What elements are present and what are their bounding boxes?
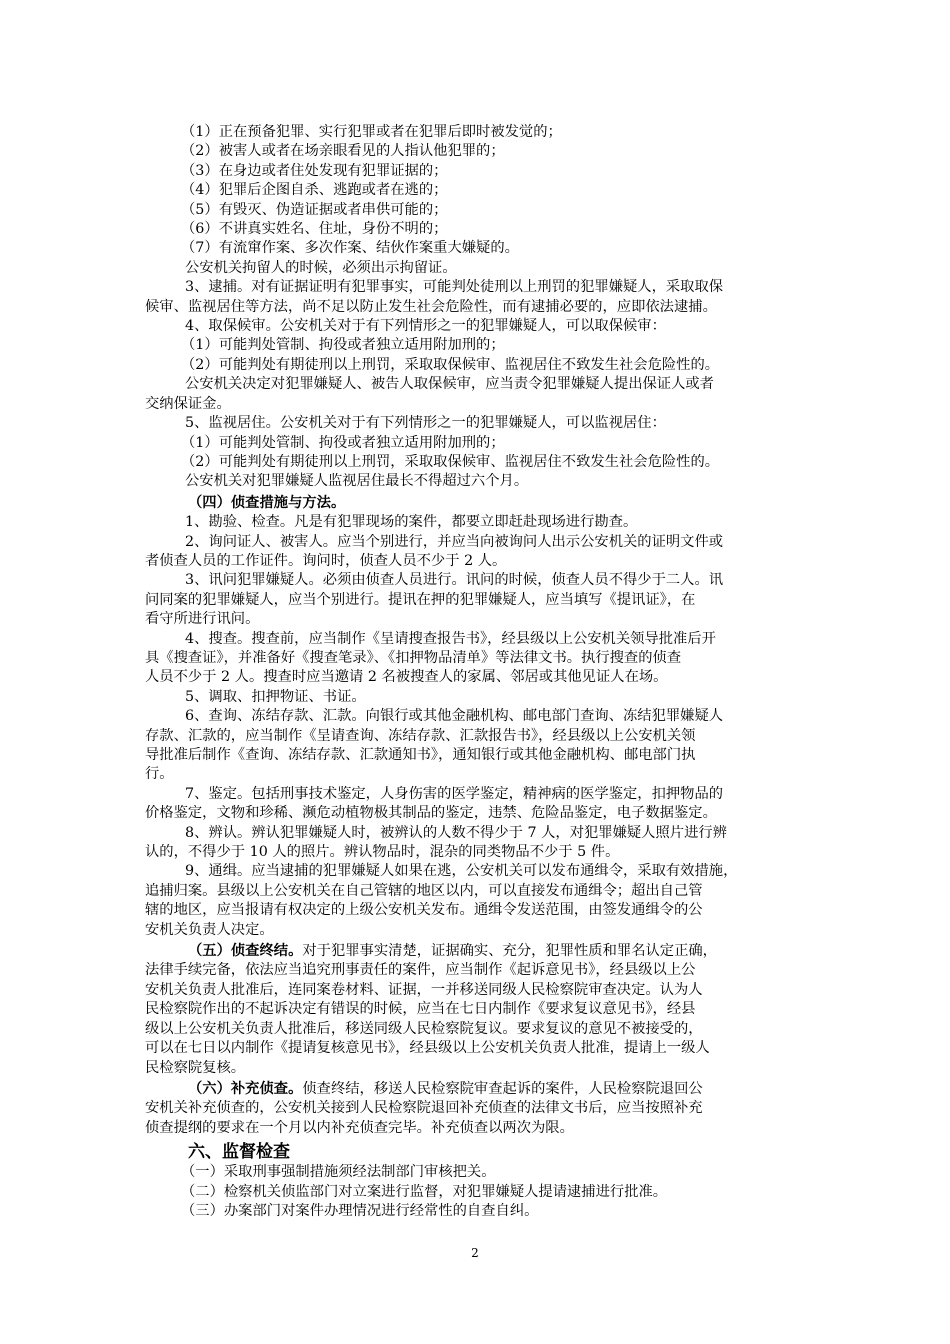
text-line xyxy=(145,552,815,571)
text-line xyxy=(145,1039,815,1058)
line-text: 公安机关对犯罪嫌疑人监视居住最长不得超过六个月。 xyxy=(185,473,529,490)
line-text: （1）可能判处管制、拘役或者独立适用附加刑的； xyxy=(181,434,505,451)
text-line xyxy=(145,494,815,513)
list-item: （三）办案部门对案件办理情况进行经常性的自查自纠。 xyxy=(181,1202,539,1219)
line-text: 4、搜查。搜查前，应当制作《呈请搜查报告书》，经县级以上公安机关领导批准后开 xyxy=(185,630,716,647)
text-line xyxy=(145,336,815,355)
section-heading: （四）侦查措施与方法。 xyxy=(188,494,346,511)
line-text: 3、逮捕。对有证据证明有犯罪事实，可能判处徒刑以上刑罚的犯罪嫌疑人，采取取保 xyxy=(185,279,724,296)
list-item: （二）检察机关侦监部门对立案进行监督，对犯罪嫌疑人提请逮捕进行批准。 xyxy=(181,1183,668,1200)
text-line xyxy=(145,688,815,707)
line-text: 导批准后制作《查询、冻结存款、汇款通知书》，通知银行或其他金融机构、邮电部门执 xyxy=(145,747,696,763)
text-line xyxy=(145,649,815,668)
line-text: 法律手续完备，依法应当追究刑事责任的案件，应当制作《起诉意见书》，经县级以上公 xyxy=(145,962,696,979)
text-line xyxy=(145,785,815,804)
line-text: （4）犯罪后企图自杀、逃跑或者在逃的； xyxy=(181,182,448,199)
text-line xyxy=(145,513,815,532)
text-line xyxy=(145,1119,815,1138)
text-line xyxy=(145,298,815,317)
line-text: 级以上公安机关负责人批准后，移送同级人民检察院复议。要求复议的意见不被接受的， xyxy=(145,1020,703,1037)
text-line xyxy=(145,278,815,297)
text-line xyxy=(145,843,815,862)
text-line xyxy=(145,259,815,278)
text-line xyxy=(145,862,815,881)
line-text: 问同案的犯罪嫌疑人，应当个别进行。提讯在押的犯罪嫌疑人，应当填写《提讯证》，在 xyxy=(145,591,696,608)
text-line xyxy=(145,1059,815,1078)
text-line xyxy=(145,395,815,414)
line-text: 公安机关拘留人的时候，必须出示拘留证。 xyxy=(185,259,457,276)
text-line xyxy=(145,1099,815,1118)
text-line xyxy=(145,239,815,258)
line-text: 认的，不得少于 10 人的照片。辨认物品时，混杂的同类物品不少于 5 件。 xyxy=(145,844,620,861)
line-text: 交纳保证金。 xyxy=(145,395,231,412)
text-line xyxy=(145,942,815,961)
text-line xyxy=(145,356,815,375)
line-text: 3、讯问犯罪嫌疑人。必须由侦查人员进行。讯问的时候，侦查人员不得少于二人。讯 xyxy=(185,572,724,589)
line-text: （1）可能判处管制、拘役或者独立适用附加刑的； xyxy=(181,337,505,354)
line-text: （3）在身边或者住处发现有犯罪证据的； xyxy=(181,162,448,179)
line-text: 7、鉴定。包括刑事技术鉴定，人身伤害的医学鉴定，精神病的医学鉴定，扣押物品的 xyxy=(185,785,724,802)
line-text: 公安机关决定对犯罪嫌疑人、被告人取保候审，应当责令犯罪嫌疑人提出保证人或者 xyxy=(185,376,714,393)
text-line xyxy=(145,668,815,687)
line-text: 具《搜查证》，并准备好《搜查笔录》、《扣押物品清单》等法律文书。执行搜查的侦查 xyxy=(145,649,682,666)
document-body xyxy=(145,123,815,1221)
text-line xyxy=(145,765,815,784)
text-line xyxy=(145,882,815,901)
text-line xyxy=(145,630,815,649)
line-text: 可以在七日以内制作《提请复核意见书》，经县级以上公安机关负责人批准，提请上一级人 xyxy=(145,1040,710,1057)
text-line xyxy=(145,414,815,433)
list-item: （一）采取刑事强制措施须经法制部门审核把关。 xyxy=(181,1164,496,1181)
line-text: 行。 xyxy=(145,766,174,783)
text-line xyxy=(145,921,815,940)
text-line xyxy=(145,804,815,823)
text-line xyxy=(145,472,815,491)
text-line xyxy=(145,1080,815,1099)
line-text: 4、取保候审。公安机关对于有下列情形之一的犯罪嫌疑人，可以取保候审： xyxy=(185,318,666,335)
text-line xyxy=(145,571,815,590)
line-text: 侦查提纲的要求在一个月以内补充侦查完毕。补充侦查以两次为限。 xyxy=(145,1119,574,1136)
text-line xyxy=(145,220,815,239)
text-line xyxy=(145,533,815,552)
line-text: （6）不讲真实姓名、住址，身份不明的； xyxy=(181,221,448,238)
line-text: （5）有毁灭、伪造证据或者串供可能的； xyxy=(181,201,448,218)
text-line xyxy=(145,1020,815,1039)
text-line xyxy=(145,824,815,843)
line-text: 存款、汇款的，应当制作《呈请查询、冻结存款、汇款报告书》，经县级以上公安机关领 xyxy=(145,727,696,744)
text-line xyxy=(145,453,815,472)
line-text: 6、查询、冻结存款、汇款。向银行或其他金融机构、邮电部门查询、冻结犯罪嫌疑人 xyxy=(185,708,724,725)
line-text: 侦查终结，移送人民检察院审查起诉的案件，人民检察院退回公 xyxy=(302,1080,703,1097)
text-line xyxy=(145,181,815,200)
text-line xyxy=(145,142,815,161)
line-text: （1）正在预备犯罪、实行犯罪或者在犯罪后即时被发觉的； xyxy=(181,124,562,140)
text-line xyxy=(145,1000,815,1019)
line-text: 辖的地区，应当报请有权决定的上级公安机关发布。通缉令发送范围，由签发通缉令的公 xyxy=(145,902,703,919)
section-title: 六、监督检查 xyxy=(188,1142,290,1163)
line-text: 安机关补充侦查的，公安机关接到人民检察院退回补充侦查的法律文书后，应当按照补充 xyxy=(145,1100,703,1117)
line-text: （2）被害人或者在场亲眼看见的人指认他犯罪的； xyxy=(181,143,505,160)
text-line xyxy=(145,727,815,746)
text-line xyxy=(145,375,815,394)
line-text: 民检察院作出的不起诉决定有错误的时候，应当在七日内制作《要求复议意见书》，经县 xyxy=(145,1001,696,1018)
text-line xyxy=(145,610,815,629)
line-text: 安机关负责人决定。 xyxy=(145,921,274,938)
line-text: 5、监视居住。公安机关对于有下列情形之一的犯罪嫌疑人，可以监视居住： xyxy=(185,415,666,432)
text-line xyxy=(145,961,815,980)
text-line xyxy=(145,201,815,220)
line-text: 对于犯罪事实清楚，证据确实、充分，犯罪性质和罪名认定正确， xyxy=(302,943,717,960)
text-line xyxy=(145,317,815,336)
line-text: 者侦查人员的工作证件。询问时，侦查人员不少于 2 人。 xyxy=(145,552,507,569)
line-text: 人员不少于 2 人。搜查时应当邀请 2 名被搜查人的家属、邻居或其他见证人在场。 xyxy=(145,669,668,686)
line-text: 候审、监视居住等方法，尚不足以防止发生社会危险性，而有逮捕必要的，应即依法逮捕。 xyxy=(145,298,717,315)
text-line xyxy=(145,981,815,1000)
text-line xyxy=(145,746,815,765)
line-text: 安机关负责人批准后，连同案卷材料、证据，一并移送同级人民检察院审查决定。认为人 xyxy=(145,981,703,998)
line-text: （7）有流窜作案、多次作案、结伙作案重大嫌疑的。 xyxy=(181,240,519,257)
line-text: 追捕归案。县级以上公安机关在自己管辖的地区以内，可以直接发布通缉令；超出自己管 xyxy=(145,882,703,899)
text-line xyxy=(145,901,815,920)
section-heading: （六）补充侦查。 xyxy=(188,1080,303,1097)
text-line xyxy=(145,434,815,453)
line-text: 5、调取、扣押物证、书证。 xyxy=(185,688,366,705)
line-text: 看守所进行讯问。 xyxy=(145,611,260,628)
line-text: 价格鉴定，文物和珍稀、濒危动植物极其制品的鉴定，违禁、危险品鉴定，电子数据鉴定。 xyxy=(145,805,717,822)
text-line xyxy=(145,707,815,726)
line-text: 民检察院复核。 xyxy=(145,1059,246,1076)
line-text: （2）可能判处有期徒刑以上刑罚，采取取保候审、监视居住不致发生社会危险性的。 xyxy=(181,453,720,470)
line-text: 9、通缉。应当逮捕的犯罪嫌疑人如果在逃，公安机关可以发布通缉令，采取有效措施， xyxy=(185,863,738,880)
text-line xyxy=(145,591,815,610)
page-number: 2 xyxy=(471,1246,479,1260)
text-line xyxy=(145,123,815,142)
text-line xyxy=(145,162,815,181)
line-text: 8、辨认。辨认犯罪嫌疑人时，被辨认的人数不得少于 7 人，对犯罪嫌疑人照片进行辨 xyxy=(185,824,727,841)
line-text: （2）可能判处有期徒刑以上刑罚，采取取保候审、监视居住不致发生社会危险性的。 xyxy=(181,356,720,373)
line-text: 2、询问证人、被害人。应当个别进行，并应当向被询问人出示公安机关的证明文件或 xyxy=(185,533,724,550)
line-text: 1、勘验、检查。凡是有犯罪现场的案件，都要立即赶赴现场进行勘查。 xyxy=(185,514,638,531)
section-heading: （五）侦查终结。 xyxy=(188,943,303,960)
